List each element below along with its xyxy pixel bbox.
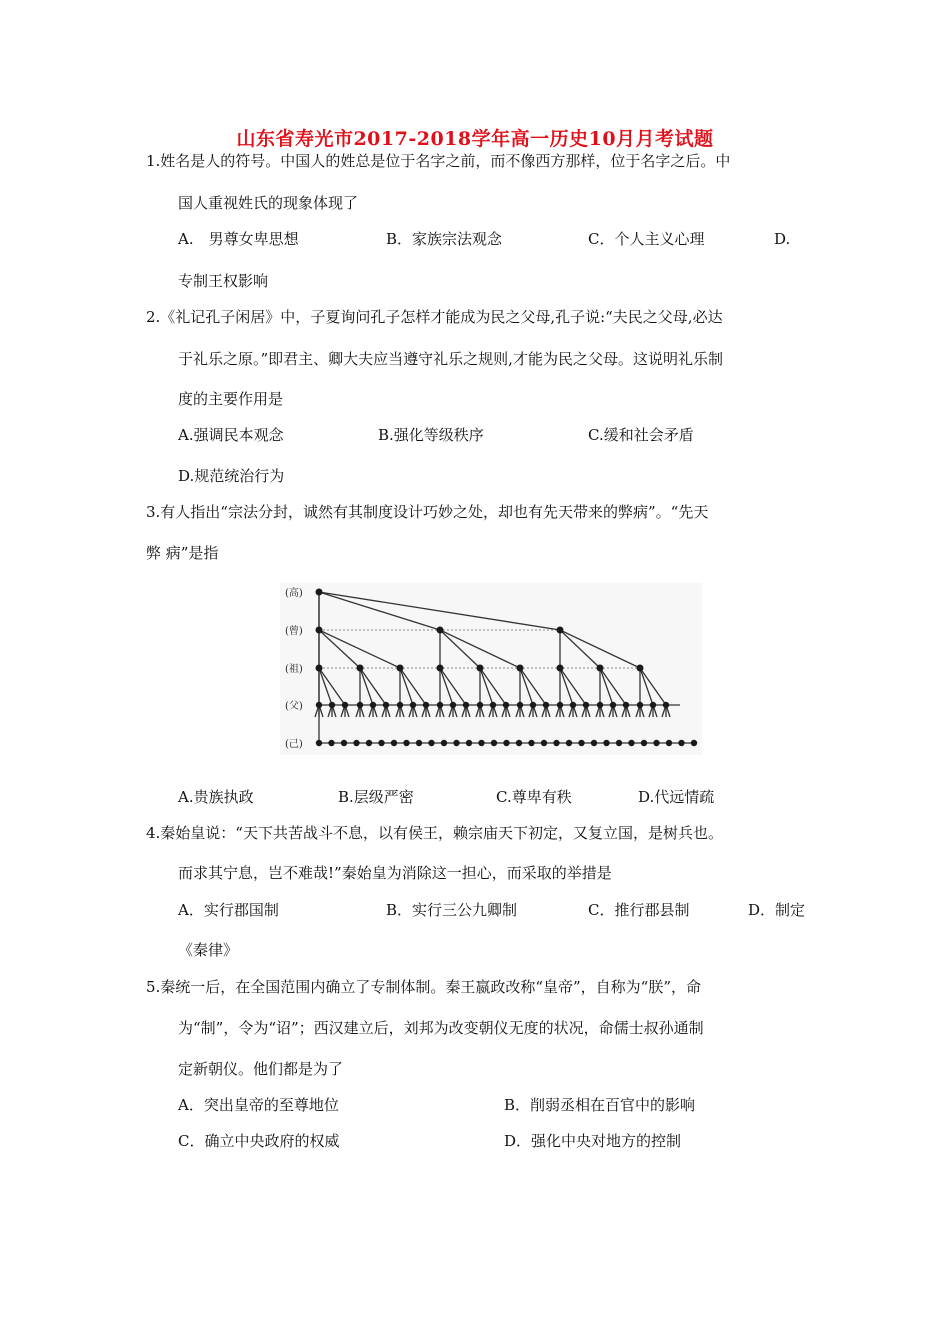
- father-node: [610, 702, 616, 708]
- self-node: [466, 740, 472, 746]
- q4-stem-line-1: 4.秦始皇说：“天下共苦战斗不息，以有侯王，赖宗庙天下初定，又复立国，是树兵也。: [146, 824, 723, 842]
- self-node: [553, 740, 559, 746]
- father-node: [597, 702, 603, 708]
- father-node: [583, 702, 589, 708]
- self-node: [528, 740, 534, 746]
- q4-option-c[interactable]: C．推行郡县制: [588, 901, 690, 919]
- grandfather-node: [437, 665, 444, 672]
- father-node: [463, 702, 469, 708]
- father-node: [650, 702, 656, 708]
- self-node: [378, 740, 384, 746]
- grandfather-node: [517, 665, 524, 672]
- q3-option-a[interactable]: A.贵族执政: [178, 788, 254, 806]
- q1-option-b[interactable]: B．家族宗法观念: [386, 230, 503, 248]
- self-node: [341, 740, 347, 746]
- self-node: [641, 740, 647, 746]
- q1-option-a[interactable]: A. 男尊女卑思想: [178, 230, 299, 248]
- self-node: [453, 740, 459, 746]
- self-node: [691, 740, 697, 746]
- father-node: [437, 702, 443, 708]
- generation-label: (高): [285, 588, 303, 599]
- self-node: [403, 740, 409, 746]
- q2-stem-line-3: 度的主要作用是: [178, 390, 284, 408]
- q4-option-b[interactable]: B．实行三公九卿制: [386, 901, 518, 919]
- q5-option-b[interactable]: B．削弱丞相在百官中的影响: [504, 1096, 696, 1114]
- q3-option-d[interactable]: D.代远情疏: [638, 788, 715, 806]
- q5-option-a[interactable]: A．突出皇帝的至尊地位: [178, 1096, 339, 1114]
- generation-label: (曾): [285, 626, 303, 637]
- q1-option-d-continuation: 专制王权影响: [178, 272, 269, 290]
- self-node: [578, 740, 584, 746]
- q3-stem-line-1: 3.有人指出“宗法分封，诚然有其制度设计巧妙之处，却也有先天带来的弊病”。“先天: [146, 503, 709, 521]
- self-node: [391, 740, 397, 746]
- self-node: [603, 740, 609, 746]
- self-node: [678, 740, 684, 746]
- q5-stem-line-2: 为“制”，令为“诏”；西汉建立后，刘邦为改变朝仪无度的状况，命儒士叔孙通制: [178, 1019, 704, 1037]
- q2-option-d[interactable]: D.规范统治行为: [178, 467, 285, 485]
- father-node: [357, 702, 363, 708]
- father-node: [370, 702, 376, 708]
- q5-option-c[interactable]: C．确立中央政府的权威: [178, 1132, 340, 1150]
- self-node: [666, 740, 672, 746]
- exam-title: 山东省寿光市2017-2018学年高一历史10月月考试题: [236, 128, 714, 150]
- self-node: [628, 740, 634, 746]
- q2-option-c[interactable]: C.缓和社会矛盾: [588, 426, 694, 444]
- self-node: [366, 740, 372, 746]
- father-node: [503, 702, 509, 708]
- father-node: [316, 702, 322, 708]
- father-node: [530, 702, 536, 708]
- father-node: [490, 702, 496, 708]
- self-node: [428, 740, 434, 746]
- self-node: [328, 740, 334, 746]
- father-node: [397, 702, 403, 708]
- grandfather-node: [316, 665, 323, 672]
- q2-stem-line-2: 于礼乐之原。”即君主、卿大夫应当遵守礼乐之规则,才能为民之父母。这说明礼乐制: [178, 350, 723, 368]
- self-node: [441, 740, 447, 746]
- self-node: [478, 740, 484, 746]
- self-node: [566, 740, 572, 746]
- lineage-tree-diagram: [280, 583, 702, 755]
- grandfather-node: [557, 665, 564, 672]
- father-node: [623, 702, 629, 708]
- q2-stem-line-1: 2.《礼记孔子闲居》中，子夏询问孔子怎样才能成为民之父母,孔子说:“夫民之父母,必达: [146, 308, 723, 326]
- self-node: [653, 740, 659, 746]
- father-node: [342, 702, 348, 708]
- q5-stem-line-3: 定新朝仪。他们都是为了: [178, 1060, 344, 1078]
- q3-stem-line-2: 弊 病”是指: [146, 544, 219, 562]
- self-node: [591, 740, 597, 746]
- great-grandfather-node: [437, 627, 444, 634]
- grandfather-node: [637, 665, 644, 672]
- q2-option-a[interactable]: A.强调民本观念: [178, 426, 284, 444]
- self-node: [616, 740, 622, 746]
- father-node: [517, 702, 523, 708]
- self-node: [503, 740, 509, 746]
- q1-stem-line-2: 国人重视姓氏的现象体现了: [178, 194, 359, 212]
- father-node: [477, 702, 483, 708]
- father-node: [410, 702, 416, 708]
- q4-stem-line-2: 而求其宁息，岂不难哉!”秦始皇为消除这一担心，而采取的举措是: [178, 864, 612, 882]
- self-node: [516, 740, 522, 746]
- q5-stem-line-1: 5.秦统一后，在全国范围内确立了专制体制。秦王嬴政改称“皇帝”，自称为“朕”，命: [146, 978, 701, 996]
- father-node: [557, 702, 563, 708]
- father-node: [543, 702, 549, 708]
- father-node: [637, 702, 643, 708]
- q4-option-a[interactable]: A．实行郡国制: [178, 901, 279, 919]
- self-node: [541, 740, 547, 746]
- father-node: [423, 702, 429, 708]
- grandfather-node: [397, 665, 404, 672]
- generation-label: (己): [285, 739, 303, 750]
- q3-option-b[interactable]: B.层级严密: [338, 788, 414, 806]
- father-node: [450, 702, 456, 708]
- grandfather-node: [357, 665, 364, 672]
- father-node: [329, 702, 335, 708]
- q1-stem-line-1: 1.姓名是人的符号。中国人的姓总是位于名字之前，而不像西方那样，位于名字之后。中: [146, 152, 731, 170]
- self-node: [316, 740, 322, 746]
- self-node: [353, 740, 359, 746]
- self-node: [416, 740, 422, 746]
- great-grandfather-node: [557, 627, 564, 634]
- q2-option-b[interactable]: B.强化等级秩序: [378, 426, 484, 444]
- lineage-tree-svg: [280, 583, 702, 755]
- ancestor-node: [316, 589, 323, 596]
- q1-option-d[interactable]: D.: [774, 230, 791, 248]
- generation-label: (祖): [285, 664, 303, 675]
- grandfather-node: [597, 665, 604, 672]
- q3-option-c[interactable]: C.尊卑有秩: [496, 788, 572, 806]
- self-node: [491, 740, 497, 746]
- q4-option-d-continuation: 《秦律》: [178, 941, 239, 959]
- great-grandfather-node: [316, 627, 323, 634]
- generation-label: (父): [285, 701, 303, 712]
- father-node: [570, 702, 576, 708]
- q5-option-d[interactable]: D．强化中央对地方的控制: [504, 1132, 682, 1150]
- father-node: [383, 702, 389, 708]
- grandfather-node: [477, 665, 484, 672]
- q1-option-c[interactable]: C．个人主义心理: [588, 230, 705, 248]
- q4-option-d[interactable]: D．制定: [748, 901, 806, 919]
- father-node: [663, 702, 669, 708]
